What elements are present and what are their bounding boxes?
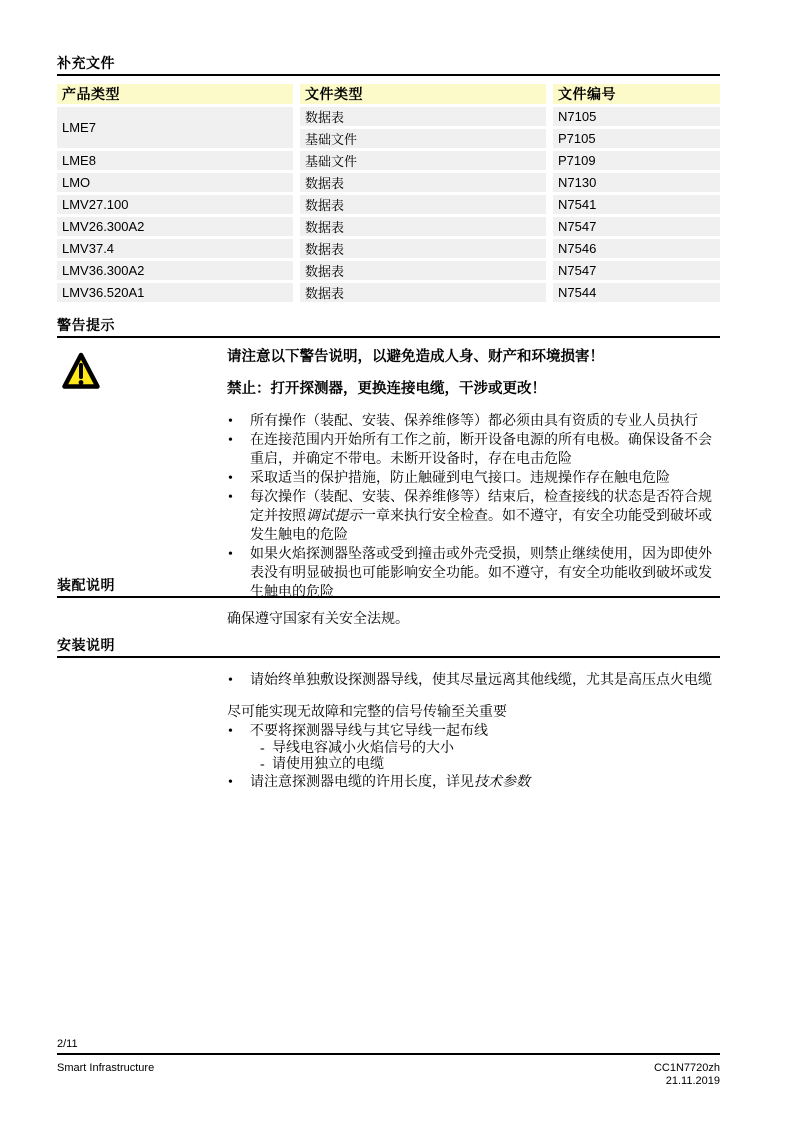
table-row [57, 173, 720, 192]
warning-bullet-item [227, 412, 720, 431]
warning-bullet-item [227, 488, 720, 545]
warning-content [227, 348, 720, 602]
installation-sub-item: - 导线电容减小火焰信号的大小 [227, 741, 720, 757]
warning-bullet-item [227, 469, 720, 488]
table-row [57, 283, 720, 302]
supplementary-table [50, 81, 727, 305]
warning-bullet-item [227, 431, 720, 469]
section-rule [57, 596, 720, 598]
table-row [57, 107, 720, 126]
section-title-warning: 警告提示 [57, 317, 115, 333]
cell-doc-type: 基础文件 [300, 151, 546, 170]
section-rule [57, 656, 720, 658]
bullet-text: 请注意探测器电缆的许用长度，详见 [250, 775, 474, 790]
footer [57, 1062, 720, 1088]
cell-doc-number: N7547 [553, 261, 720, 280]
assembly-left-gutter [57, 610, 227, 629]
cell-product: LMV27.100 [57, 195, 293, 214]
installation-bullet-item: • 请始终单独敷设探测器导线，使其尽量远离其他线缆，尤其是高压点火电缆 [227, 671, 720, 690]
supplementary-table-wrap [57, 81, 720, 305]
bullet-text: 所有操作（装配、安装、保养维修等）都必须由具有资质的专业人员执行 [250, 414, 698, 429]
table-row [57, 261, 720, 280]
section-rule [57, 74, 720, 76]
table-row [57, 195, 720, 214]
bullet-text: 采取适当的保护措施，防止触碰到电气接口。违规操作存在触电危险 [250, 471, 670, 486]
installation-content [227, 671, 720, 792]
bullet-text-italic: 技术参数 [474, 775, 530, 790]
footer-doc-info [654, 1062, 720, 1088]
bullet-text-italic: 调试提示 [306, 509, 362, 524]
cell-doc-type: 基础文件 [300, 129, 546, 148]
page-number: 2/11 [57, 1038, 78, 1050]
cell-product: LMV36.520A1 [57, 283, 293, 302]
footer-doc-id: CC1N7720zh [653, 1062, 720, 1074]
cell-doc-number: N7130 [553, 173, 720, 192]
cell-doc-number: P7109 [553, 151, 720, 170]
assembly-text: 确保遵守国家有关安全法规。 [227, 612, 409, 627]
column-header-product-type: 产品类型 [57, 84, 293, 104]
installation-bullet-list-1 [227, 671, 720, 690]
cell-product: LME7 [57, 107, 293, 148]
cell-product: LMO [57, 173, 293, 192]
table-row [57, 217, 720, 236]
footer-company: Smart Infrastructure [57, 1062, 155, 1074]
table-header-row [57, 84, 720, 104]
section-title-assembly: 装配说明 [57, 577, 115, 593]
cell-doc-number: P7105 [553, 129, 720, 148]
installation-bullet-item: • 不要将探测器导线与其它导线一起布线 [227, 722, 720, 741]
cell-doc-type: 数据表 [300, 195, 546, 214]
warning-prohibition: 禁止：打开探测器，更换连接电缆，干涉或更改！ [227, 381, 546, 397]
cell-doc-type: 数据表 [300, 173, 546, 192]
warning-bullet-list [227, 412, 720, 602]
column-header-document-number: 文件编号 [553, 84, 720, 104]
section-supplementary-documents [57, 55, 720, 302]
cell-doc-type: 数据表 [300, 261, 546, 280]
cell-doc-type: 数据表 [300, 217, 546, 236]
section-title-installation: 安装说明 [57, 637, 115, 653]
installation-bullet-list-2 [227, 722, 720, 792]
cell-doc-type: 数据表 [300, 107, 546, 126]
footer-date: 21.11.2019 [665, 1075, 720, 1087]
warning-intro: 请注意以下警告说明，以避免造成人身、财产和环境损害！ [227, 349, 604, 365]
cell-doc-type: 数据表 [300, 283, 546, 302]
bullet-text: 在连接范围内开始所有工作之前，断开设备电源的所有电极。确保设备不会重启，并确定不带电。未断开设备时，存在电击危险 [250, 433, 712, 467]
installation-bullet-item [227, 773, 720, 792]
section-warning-notes [57, 317, 720, 602]
section-title-supplementary: 补充文件 [57, 55, 115, 71]
cell-doc-number: N7105 [553, 107, 720, 126]
cell-doc-number: N7547 [553, 217, 720, 236]
cell-product: LMV37.4 [57, 239, 293, 258]
section-rule [57, 336, 720, 338]
cell-doc-number: N7544 [553, 283, 720, 302]
footer-rule [57, 1053, 720, 1055]
column-header-document-type: 文件类型 [300, 84, 546, 104]
section-assembly-notes [57, 577, 720, 629]
cell-product: LME8 [57, 151, 293, 170]
warning-icon-column [57, 348, 227, 602]
cell-doc-number: N7541 [553, 195, 720, 214]
warning-triangle-icon [62, 352, 100, 392]
installation-sub-item: - 请使用独立的电缆 [227, 757, 720, 773]
bullet-text: 如果火焰探测器坠落或受到撞击或外壳受损，则禁止继续使用，因为即使外表没有明显破损也可能影响安全功能。如不遵守，有安全功能收到破坏或发生触电的危险 [250, 547, 712, 600]
table-row [57, 239, 720, 258]
cell-product: LMV36.300A2 [57, 261, 293, 280]
cell-doc-number: N7546 [553, 239, 720, 258]
bullet-text: 每次操作（装配、安装、保养维修等）结束后，检查接线的状态是否符合规定并按照 [250, 490, 712, 524]
cell-doc-type: 数据表 [300, 239, 546, 258]
bullet-text: 一章来执行安全检查。如不遵守，有安全功能受到破坏或发生触电的危险 [250, 509, 712, 543]
installation-left-gutter [57, 671, 227, 792]
table-row [57, 151, 720, 170]
installation-paragraph: 尽可能实现无故障和完整的信号传输至关重要 [227, 705, 507, 720]
cell-product: LMV26.300A2 [57, 217, 293, 236]
section-installation-notes [57, 637, 720, 792]
